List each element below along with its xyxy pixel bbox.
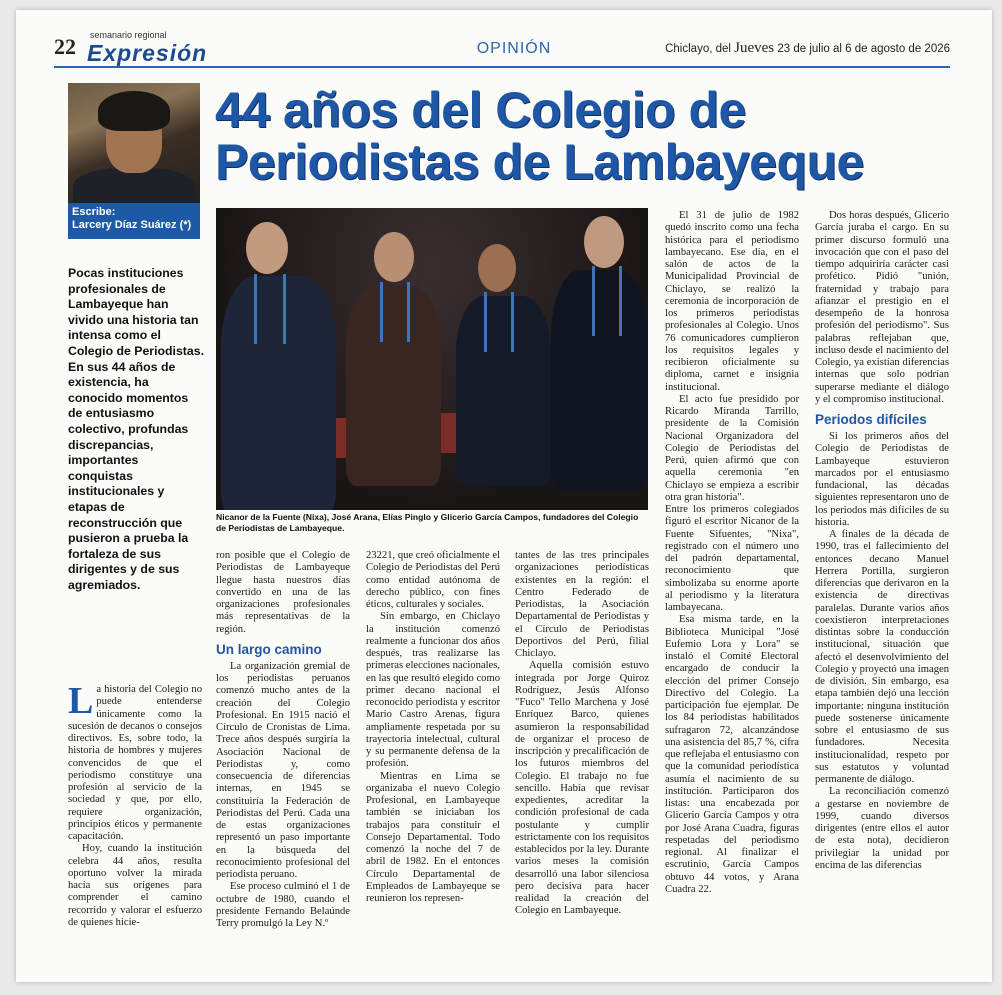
photo-caption: Nicanor de la Fuente (Nixa), José Arana, Elías Pinglo y Glicerio García Campos, fundadores del Colegio de Periodistas de Lambayeque.	[216, 512, 639, 533]
body-column-5	[665, 210, 799, 896]
author-name: Larcery Díaz Suárez (*)	[72, 219, 192, 231]
paragraph: Entre los primeros colegiados figuró el escritor Nicanor de la Fuente Sifuentes, "Nixa", registrado con el número uno del padrón departamental, reconocimiento que simbolizaba su enorme aporte al periodismo y la literatura lambayecana.	[665, 504, 799, 613]
founders-photo	[216, 208, 648, 510]
subheading: Periodos difíciles	[815, 412, 927, 427]
paragraph-text: a historia del Colegio no puede entenderse únicamente como la sucesión de decanos o consejos directivos. Es, sobre todo, la historia de hombres y mujeres convencidos de que el periodismo constituye una profesión al servicio de la sociedad y que, por ello, requiere organización, principios éticos y permanente capacitación.	[68, 684, 202, 842]
date-day: Jueves	[734, 40, 775, 56]
body-column-1	[68, 680, 202, 929]
article-title: 44 años del Colegio de Periodistas de Lambayeque	[215, 82, 864, 190]
paragraph: Si los primeros años del Colegio de Periodistas de Lambayeque estuvieron marcados por el entusiasmo fundacional, las décadas siguientes representaron uno de los periodos más difíciles de su historia.	[815, 431, 949, 528]
body-column-3	[366, 550, 500, 905]
author-caption	[68, 203, 200, 239]
author-caption-label: Escribe:	[72, 206, 116, 218]
paragraph: 23221, que creó oficialmente el Colegio de Periodistas del Perú como entidad autónoma de derecho público, con fines éticos, culturales y sociales.	[366, 550, 500, 610]
paragraph: Dos horas después, Glicerio García juraba el cargo. En su primer discurso formuló una invocación que con el paso del tiempo adquiriría carácter casi profético. Pidió "unión, fraternidad y trabajo para afianzar el prestigio en el desempeño de la honrosa profesión del periodismo". Sus palabras reflejaban que, incluso desde el nacimiento del Colegio, ya existían diferencias internas que solo podrían superarse mediante el diálogo y el compromiso institucional.	[815, 210, 949, 405]
dateline	[665, 40, 950, 57]
paragraph: La reconciliación comenzó a gestarse en noviembre de 1999, cuando diversos dirigentes (entre ellos el autor de esta nota), decidieron privilegiar la unidad por encima de las diferencias	[815, 786, 949, 871]
paragraph: tantes de las tres principales organizaciones periodísticas existentes en la región: el Centro Federado de Periodistas, la Asociación Departamental de Periodistas y el Círculo de Periodistas Deportivos del Perú, filial Chiclayo.	[515, 550, 649, 659]
author-photo	[68, 83, 200, 203]
paragraph: El 31 de julio de 1982 quedó inscrito como una fecha histórica para el periodismo lambayecano. Ese día, en el salón de actos de la Municipalidad Provincial de Chiclayo, se realizó la ceremonia de incorporación de los primeros periodistas profesionales al Colegio. Unos 76 comunicadores cumplieron los requisitos legales y recibieron oficialmente su diploma, carnet e insignia institucional.	[665, 210, 799, 393]
body-column-6	[815, 210, 949, 872]
paragraph: El acto fue presidido por Ricardo Miranda Tarrillo, presidente de la Comisión Nacional Organizadora del Colegio de Periodistas del Perú, quien afirmó que con aquella ceremonia "en Chiclayo se empieza a escribir otra gran historia".	[665, 393, 799, 503]
section-label: OPINIÓN	[476, 40, 552, 57]
article-lead: Pocas instituciones profesionales de Lambayeque han vivido una historia tan intensa como el Colegio de Periodistas. En sus 44 años de existencia, ha conocido momentos de entusiasmo colectivo, profundas discrepancias, importantes conquistas institucionales y etapas de reconstrucción que pusieron a prueba la fortaleza de sus dirigentes y de sus agremiados.	[68, 266, 204, 592]
paragraph	[68, 680, 202, 843]
paragraph: Sin embargo, en Chiclayo la institución comenzó realmente a funcionar dos años después, tras realizarse las primeras elecciones nacionales, en las que resultó elegido como primer decano nacional el reconocido periodista y escritor Mario Castro Arenas, figura ampliamente respetada por su trayectoria intelectual, cultural y su permanente defensa de la profesión.	[366, 611, 500, 770]
paragraph: Hoy, cuando la institución celebra 44 años, resulta oportuno volver la mirada hacia sus orígenes para comprender el camino recorrido y valorar el esfuerzo de quienes hicie-	[68, 843, 202, 928]
body-column-2	[216, 550, 350, 930]
paragraph: Mientras en Lima se organizaba el nuevo Colegio Profesional, en Lambayeque también se iniciaban los trabajos para constituir el Consejo Departamental. Todo comenzó la noche del 7 de abril de 1982. En el entonces Círculo Departamental de Empleados de Lambayeque se reunieron los represen-	[366, 770, 500, 904]
header-rule	[54, 66, 950, 68]
drop-cap: L	[68, 680, 94, 722]
paragraph: La organización gremial de los periodistas peruanos comenzó mucho antes de la creación del Colegio Profesional. En 1915 nació el Círculo de Cronistas de Lima. Trece años después surgiría la Asociación Nacional de Periodistas y, como consecuencia de diferencias internas, en 1945 se constituiría la Federación de Periodistas del Perú. Cada una de estas organizaciones representó un paso importante en la búsqueda del reconocimiento profesional del periodista peruano.	[216, 660, 350, 880]
paragraph: Esa misma tarde, en la Biblioteca Municipal "José Eufemio Lora y Lora" se instaló el Comité Electoral encargado de conducir la elección del primer Consejo Directivo del Colegio. La participación fue ejemplar. De los 84 periodistas habilitados sufragaron 72, alcanzándose una asistencia del 85,7 %, cifra que reflejaba el entusiasmo con que la comunidad periodística asumía el nacimiento de su institución. Participaron dos listas: una encabezada por Glicerio García Campos y otra por José Arana Cuadra, figuras respetadas del periodismo regional. Al finalizar el escrutinio, García Campos obtuvo 44 votos, y Arana Cuadra 22.	[665, 614, 799, 895]
brand-logo: Expresión	[87, 40, 208, 66]
date-range: 23 de julio al 6 de agosto de 2026	[777, 43, 950, 55]
paragraph: A finales de la década de 1990, tras el fallecimiento del entonces decano Manuel Herrera Portilla, surgieron diferencias que derivaron en la existencia de directivas paralelas. Durante varios años coexistieron interpretaciones distintas sobre la conducción institucional, situación que afectó el desenvolvimiento del Colegio y proyectó una imagen de división. Sin embargo, esa etapa también dejó una lección importante: ninguna institución puede sostenerse únicamente sobre el entusiasmo de sus fundadores. Necesita institucionalidad, respeto por sus estatutos y voluntad permanente de diálogo.	[815, 529, 949, 785]
subheading: Un largo camino	[216, 641, 322, 657]
page-header	[54, 30, 950, 70]
paragraph: Ese proceso culminó el 1 de octubre de 1980, cuando el presidente Fernando Belaúnde Terry promulgó la Ley N.º	[216, 881, 350, 929]
brand-subtitle: semanario regional	[90, 30, 167, 40]
date-prefix: Chiclayo, del	[665, 43, 731, 55]
paragraph: ron posible que el Colegio de Periodistas de Lambayeque llegue hasta nuestros días convertido en una de las organizaciones profesionales más representativas de la región.	[216, 550, 350, 635]
paragraph: Aquella comisión estuvo integrada por Jorge Quiroz Rodríguez, Jesús Alfonso "Fuco" Tello Marchena y José Enríquez Barco, quienes asumieron la responsabilidad de organizar el proceso de inscripción y precalificación de los futuros miembros del Colegio. El trabajo no fue sencillo. Había que revisar expedientes, acreditar la condición profesional de cada postulante y cumplir estrictamente con los requisitos establecidos por la ley. Durante varios meses la comisión desarrolló una labor silenciosa pero decisiva para hacer realidad la creación del Colegio en Lambayeque.	[515, 660, 649, 917]
body-column-4	[515, 550, 649, 918]
page-number: 22	[54, 34, 76, 59]
